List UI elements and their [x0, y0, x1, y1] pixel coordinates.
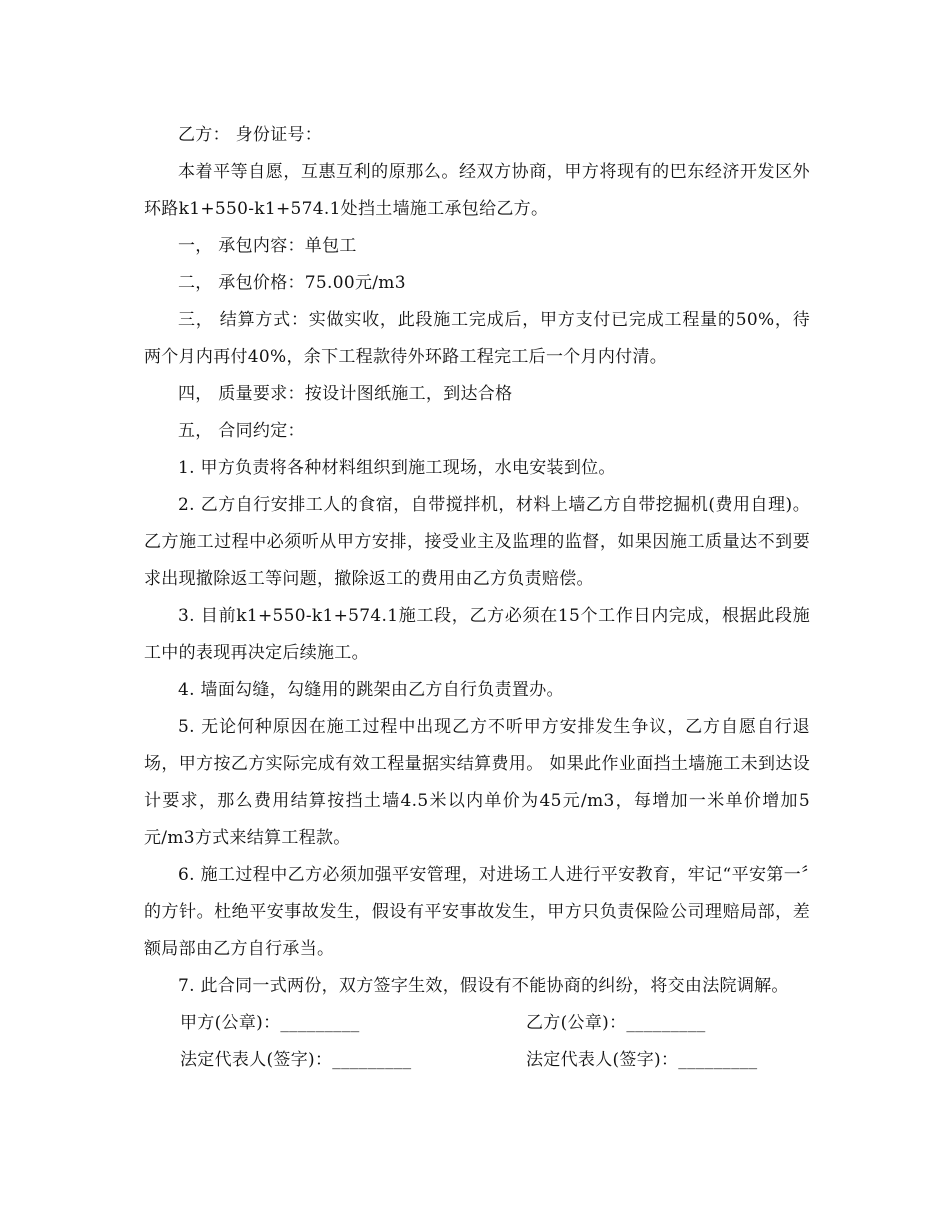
- party-b-seal-field: 乙方(公章)：_________: [526, 1013, 706, 1033]
- clause-3: 3. 目前k1+550-k1+574.1施工段，乙方必须在15个工作日内完成，根据此段施工中的表现再决定后续施工。: [144, 606, 810, 663]
- item-quality-requirement: 四， 质量要求：按设计图纸施工，到达合格: [178, 384, 513, 404]
- party-b-line: 乙方： 身份证号：: [178, 125, 323, 145]
- item-contract-content: 一， 承包内容：单包工: [178, 236, 357, 256]
- clause-7: 7. 此合同一式两份，双方签字生效，假设有不能协商的纠纷，将交由法院调解。: [178, 976, 789, 996]
- clause-2: 2. 乙方自行安排工人的食宿，自带搅拌机，材料上墙乙方自带挖掘机(费用自理)。乙方施工过程中必须听从甲方安排，接受业主及监理的监督，如果因施工质量达不到要求出现撤除返工等问题，撤除返工的费用由乙方负责赔偿。: [144, 495, 810, 589]
- party-a-seal-field: 甲方(公章)：_________: [180, 1013, 360, 1033]
- party-a-representative-field: 法定代表人(签字)：_________: [180, 1050, 412, 1070]
- signature-row-seal: [144, 1005, 810, 1042]
- item-settlement-method: 三， 结算方式：实做实收，此段施工完成后，甲方支付已完成工程量的50%，待两个月内再付40%，余下工程款待外环路工程完工后一个月内付清。: [144, 310, 810, 367]
- item-contract-price: 二， 承包价格：75.00元/m3: [178, 273, 406, 293]
- intro-paragraph: 本着平等自愿，互惠互利的原那么。经双方协商，甲方将现有的巴东经济开发区外环路k1+550-k1+574.1处挡土墙施工承包给乙方。: [144, 162, 810, 219]
- party-b-representative-field: 法定代表人(签字)：_________: [526, 1050, 758, 1070]
- contract-body: [144, 117, 810, 1079]
- signature-row-representative: [144, 1042, 810, 1079]
- clause-5: 5. 无论何种原因在施工过程中出现乙方不听甲方安排发生争议，乙方自愿自行退场，甲方按乙方实际完成有效工程量据实结算费用。 如果此作业面挡土墙施工未到达设计要求，那么费用结算按挡土墙4.5米以内单价为45元/m3，每增加一米单价增加5元/m3方式来结算工程款。: [144, 717, 810, 848]
- clause-4: 4. 墙面勾缝，勾缝用的跳架由乙方自行负责置办。: [178, 680, 564, 700]
- item-contract-terms: 五， 合同约定：: [178, 421, 305, 441]
- clause-6: 6. 施工过程中乙方必须加强平安管理，对进场工人进行平安教育，牢记“平安第一〞的方针。杜绝平安事故发生，假设有平安事故发生，甲方只负责保险公司理赔局部，差额局部由乙方自行承当。: [144, 865, 810, 959]
- clause-1: 1. 甲方负责将各种材料组织到施工现场，水电安装到位。: [178, 458, 616, 478]
